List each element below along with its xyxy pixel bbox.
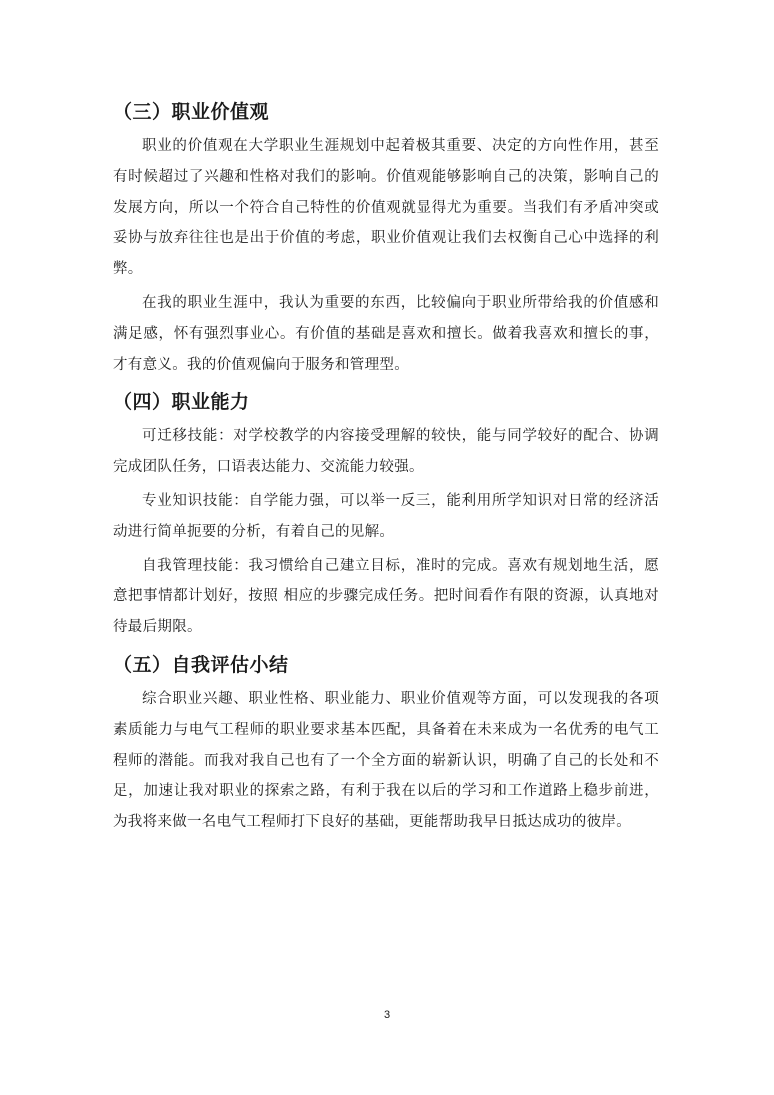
paragraph-values-1: 职业的价值观在大学职业生涯规划中起着极其重要、决定的方向性作用，甚至有时候超过了兴趣和性格对我们的影响。价值观能够影响自己的决策，影响自己的发展方向，所以一个符合自己特性的价值观就显得尤为重要。当我们有矛盾冲突或妥协与放弃往往也是出于价值的考虑，职业价值观让我们去权衡自己心中选择的利弊。 xyxy=(113,138,659,278)
section-heading-values: （三）职业价值观 xyxy=(113,101,270,123)
page-content xyxy=(113,93,659,841)
section-heading-summary: （五）自我评估小结 xyxy=(113,653,289,676)
paragraph-values-2: 在我的职业生涯中，我认为重要的东西，比较偏向于职业所带给我的价值感和满足感，怀有强烈事业心。有价值的基础是喜欢和擅长。做着我喜欢和擅长的事，才有意义。我的价值观偏向于服务和管理型。 xyxy=(113,294,659,373)
section-heading-abilities: （四）职业能力 xyxy=(113,391,250,414)
paragraph-self-management: 自我管理技能：我习惯给自己建立目标，准时的完成。喜欢有规划地生活，愿意把事情都计划好，按照 相应的步骤完成任务。把时间看作有限的资源，认真地对待最后期限。 xyxy=(113,557,659,636)
paragraph-summary: 综合职业兴趣、职业性格、职业能力、职业价值观等方面，可以发现我的各项素质能力与电气工程师的职业要求基本匹配，具备着在未来成为一名优秀的电气工程师的潜能。而我对我自己也有了一个全方面的崭新认识，明确了自己的长处和不足，加速让我对职业的探索之路，有利于我在以后的学习和工作道路上稳步前进，为我将来做一名电气工程师打下良好的基础，更能帮助我早日抵达成功的彼岸。 xyxy=(113,690,659,831)
paragraph-professional-knowledge: 专业知识技能：自学能力强，可以举一反三，能利用所学知识对日常的经济活动进行简单扼要的分析，有着自己的见解。 xyxy=(113,492,659,540)
paragraph-transferable-skills: 可迁移技能：对学校教学的内容接受理解的较快，能与同学较好的配合、协调完成团队任务，口语表达能力、交流能力较强。 xyxy=(113,428,659,476)
page-number: 3 xyxy=(383,1009,391,1021)
